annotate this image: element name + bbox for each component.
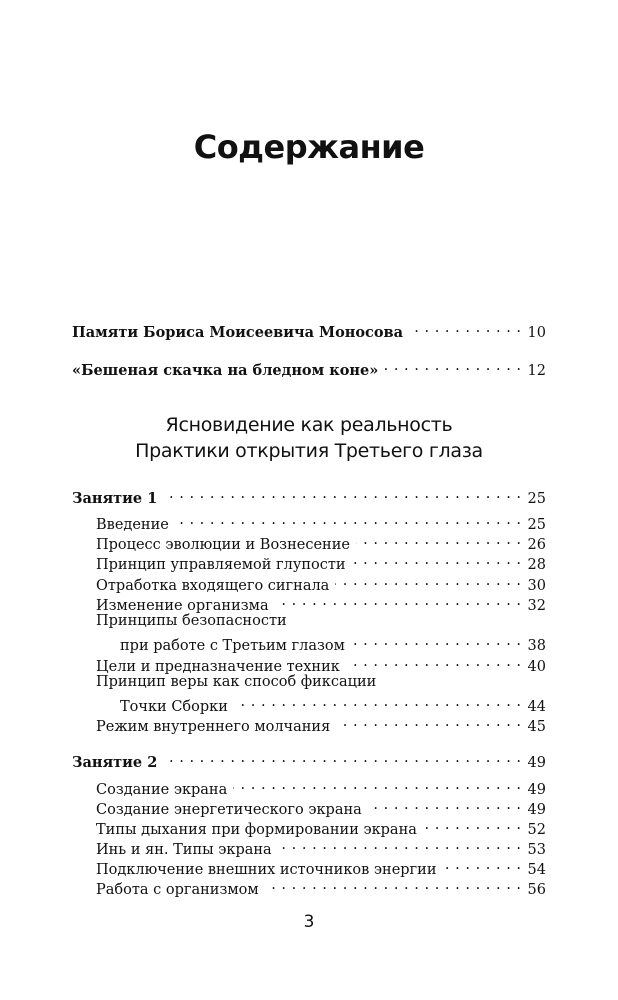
toc-entry-label: Типы дыхания при формировании экрана (96, 822, 417, 838)
leader-dots (442, 856, 521, 874)
toc-entry-page: 49 (527, 755, 546, 771)
toc-entry-label: Принцип управляемой глупости (96, 557, 346, 573)
leader-dots (352, 551, 522, 569)
toc-subentry[interactable] (96, 876, 546, 899)
section-title-line2: Практики открытия Третьего глаза (135, 440, 483, 462)
toc-entry-label: Режим внутреннего молчания (96, 719, 331, 735)
toc-entry-label: Занятие 2 (72, 754, 158, 771)
toc-entry-label: Цели и предназначение техник (96, 659, 340, 675)
page-number: 3 (303, 912, 315, 932)
toc-entry-label: «Бешеная скачка на бледном коне» (72, 362, 379, 379)
leader-dots (423, 816, 522, 834)
leader-dots (368, 796, 522, 814)
toc-entry-page: 54 (527, 862, 546, 878)
toc-entry-wild-ride[interactable] (72, 357, 546, 380)
leader-dots (336, 713, 521, 731)
toc-entry-page: 25 (527, 517, 546, 533)
toc-entry-page: 26 (527, 537, 546, 553)
toc-entry-page: 40 (527, 659, 546, 675)
leader-dots (275, 592, 522, 610)
leader-dots (351, 632, 522, 650)
toc-entry-label: при работе с Третьим глазом (120, 638, 345, 654)
leader-dots (335, 572, 521, 590)
toc-entry-memorial[interactable] (72, 319, 546, 342)
page-title: Содержание (193, 128, 425, 166)
toc-entry-label: Подключение внешних источников энергии (96, 862, 437, 878)
leader-dots (278, 836, 522, 854)
toc-entry-page: 38 (527, 638, 546, 654)
toc-entry-page: 25 (527, 491, 546, 507)
toc-entry-page: 49 (527, 782, 546, 798)
toc-entry-label: Создание экрана (96, 782, 228, 798)
toc-entry-page: 32 (527, 598, 546, 614)
toc-subentry[interactable] (96, 713, 546, 736)
section-title-line1: Ясновидение как реальность (165, 414, 453, 436)
toc-entry-page: 49 (527, 802, 546, 818)
toc-entry-label: Точки Сборки (120, 699, 228, 715)
toc-entry-label: Занятие 1 (72, 490, 158, 507)
toc-entry-page: 30 (527, 578, 546, 594)
toc-subentry-first-line[interactable]: Принцип веры как способ фиксации (96, 674, 377, 690)
toc-entry-label: Процесс эволюции и Вознесение (96, 537, 350, 553)
toc-entry-label: Работа с организмом (96, 882, 259, 898)
toc-entry-label: Инь и ян. Типы экрана (96, 842, 272, 858)
toc-entry-page: 10 (527, 325, 546, 341)
toc-entry-page: 56 (527, 882, 546, 898)
toc-entry-page: 28 (527, 557, 546, 573)
leader-dots (175, 511, 522, 529)
toc-entry-label: Отработка входящего сигнала (96, 578, 330, 594)
toc-entry-lesson-2[interactable] (72, 749, 546, 772)
toc-subentry-first-line[interactable]: Принципы безопасности (96, 613, 287, 629)
toc-entry-label: Изменение организма (96, 598, 269, 614)
leader-dots (265, 876, 522, 894)
leader-dots (163, 749, 521, 767)
toc-entry-label: Введение (96, 517, 169, 533)
leader-dots (346, 653, 522, 671)
toc-entry-page: 12 (527, 363, 546, 379)
toc-entry-label: Создание энергетического экрана (96, 802, 362, 818)
toc-entry-label: Памяти Бориса Моисеевича Моносова (72, 324, 404, 341)
toc-entry-page: 53 (527, 842, 546, 858)
leader-dots (409, 319, 522, 337)
toc-entry-page: 45 (527, 719, 546, 735)
toc-subentry[interactable] (96, 551, 546, 574)
toc-entry-page: 44 (527, 699, 546, 715)
leader-dots (233, 776, 521, 794)
toc-entry-page: 52 (527, 822, 546, 838)
toc-entry-lesson-1[interactable] (72, 485, 546, 508)
leader-dots (384, 357, 521, 375)
leader-dots (163, 485, 521, 503)
leader-dots (234, 693, 522, 711)
toc-subentry[interactable] (120, 632, 546, 655)
leader-dots (356, 531, 522, 549)
